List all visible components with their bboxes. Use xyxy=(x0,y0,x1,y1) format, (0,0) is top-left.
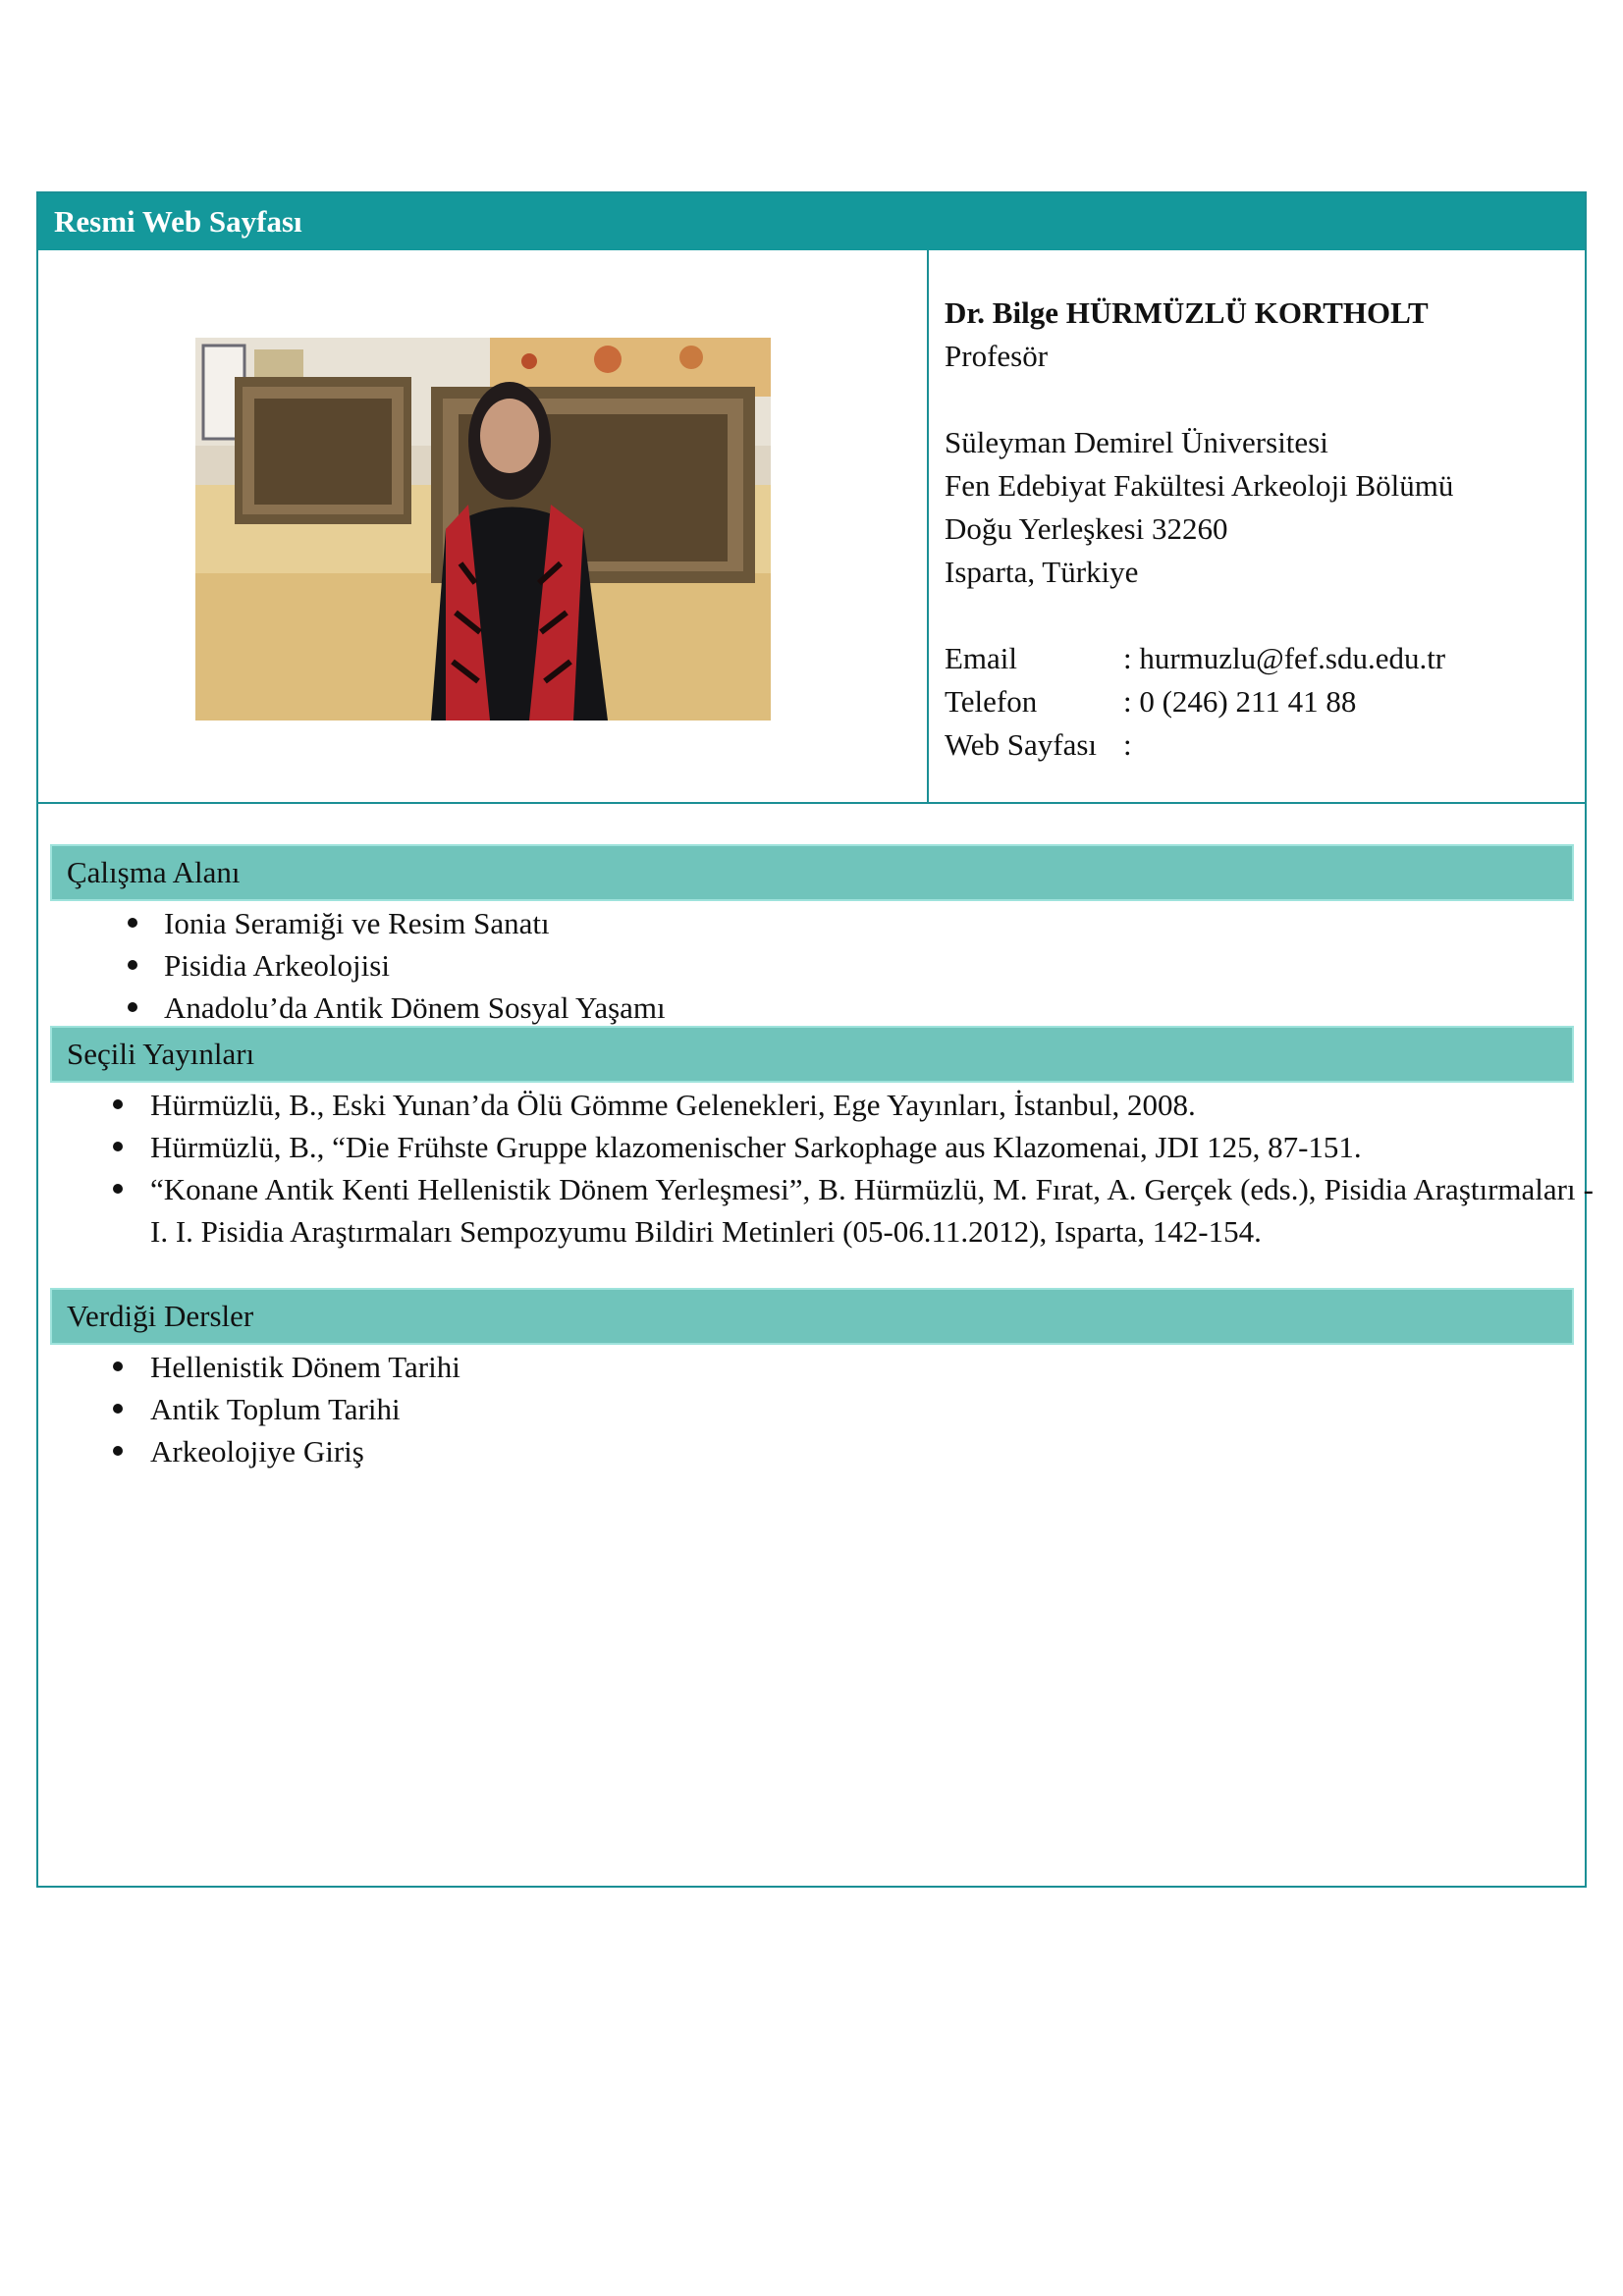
header-bar xyxy=(38,193,1585,250)
list-item-text: Anadolu’da Antik Dönem Sosyal Yaşamı xyxy=(164,990,666,1025)
email-row xyxy=(945,637,1453,680)
bullet-icon xyxy=(113,1362,123,1371)
list-item xyxy=(150,1430,460,1472)
dersler-list xyxy=(150,1346,460,1472)
list-item-text: Arkeolojiye Giriş xyxy=(150,1434,364,1468)
web-row xyxy=(945,723,1453,767)
list-item xyxy=(150,1084,1594,1126)
web-value: : xyxy=(1123,727,1132,762)
phone-label: Telefon xyxy=(945,684,1038,719)
list-item-text: Pisidia Arkeolojisi xyxy=(164,948,390,983)
section-header-calisma xyxy=(52,846,1572,899)
bullet-icon xyxy=(128,918,137,928)
list-item-text: Ionia Seramiği ve Resim Sanatı xyxy=(164,906,550,940)
list-item xyxy=(164,944,666,987)
address-line: Doğu Yerleşkesi 32260 xyxy=(945,511,1228,546)
horizontal-divider xyxy=(38,802,1585,804)
bullet-icon xyxy=(128,960,137,970)
vertical-divider xyxy=(927,250,929,802)
list-item-text: Antik Toplum Tarihi xyxy=(150,1392,401,1426)
list-item xyxy=(150,1346,460,1388)
spacer xyxy=(945,378,1453,421)
list-item-text: Hellenistik Dönem Tarihi xyxy=(150,1350,460,1384)
address-line: Süleyman Demirel Üniversitesi xyxy=(945,425,1328,459)
phone-row xyxy=(945,680,1453,723)
contact-block xyxy=(945,292,1453,767)
spacer xyxy=(945,594,1453,637)
section-title: Seçili Yayınları xyxy=(67,1037,255,1071)
list-item xyxy=(150,1388,460,1430)
phone-value: : 0 (246) 211 41 88 xyxy=(1123,684,1357,719)
bullet-icon xyxy=(113,1404,123,1414)
section-header-yayinlar xyxy=(52,1028,1572,1081)
list-item xyxy=(150,1168,1594,1253)
section-title: Verdiği Dersler xyxy=(67,1299,254,1333)
list-item-text: Hürmüzlü, B., Eski Yunan’da Ölü Gömme Gelenekleri, Ege Yayınları, İstanbul, 2008. xyxy=(150,1088,1196,1122)
list-item xyxy=(164,902,666,944)
section-title: Çalışma Alanı xyxy=(67,855,241,889)
bullet-icon xyxy=(113,1142,123,1151)
person-title: Profesör xyxy=(945,339,1049,373)
address-line: Isparta, Türkiye xyxy=(945,555,1139,589)
list-item-text: “Konane Antik Kenti Hellenistik Dönem Yerleşmesi”, B. Hürmüzlü, M. Fırat, A. Gerçek (eds.), Pisidia Araştırmaları - I. I. Pisidia Araştırmaları Sempozyumu Bildiri Metinleri (05-06.11.2012), Isparta, 142-154. xyxy=(150,1172,1594,1249)
bullet-icon xyxy=(113,1184,123,1194)
list-item xyxy=(164,987,666,1029)
person-name: Dr. Bilge HÜRMÜZLÜ KORTHOLT xyxy=(945,295,1429,330)
profile-photo xyxy=(195,338,771,721)
web-label: Web Sayfası xyxy=(945,727,1098,762)
section-header-dersler xyxy=(52,1290,1572,1343)
header-title: Resmi Web Sayfası xyxy=(54,204,302,239)
bullet-icon xyxy=(113,1446,123,1456)
list-item xyxy=(150,1126,1594,1168)
list-item-text: Hürmüzlü, B., “Die Frühste Gruppe klazomenischer Sarkophage aus Klazomenai, JDI 125, 87-151. xyxy=(150,1130,1362,1164)
calisma-list xyxy=(164,902,666,1029)
profile-frame xyxy=(36,191,1594,1888)
address-line: Fen Edebiyat Fakültesi Arkeoloji Bölümü xyxy=(945,468,1454,503)
email-value[interactable]: : hurmuzlu@fef.sdu.edu.tr xyxy=(1123,641,1446,675)
bullet-icon xyxy=(128,1002,137,1012)
yayinlar-list xyxy=(150,1084,1594,1253)
bullet-icon xyxy=(113,1099,123,1109)
email-label: Email xyxy=(945,641,1018,675)
